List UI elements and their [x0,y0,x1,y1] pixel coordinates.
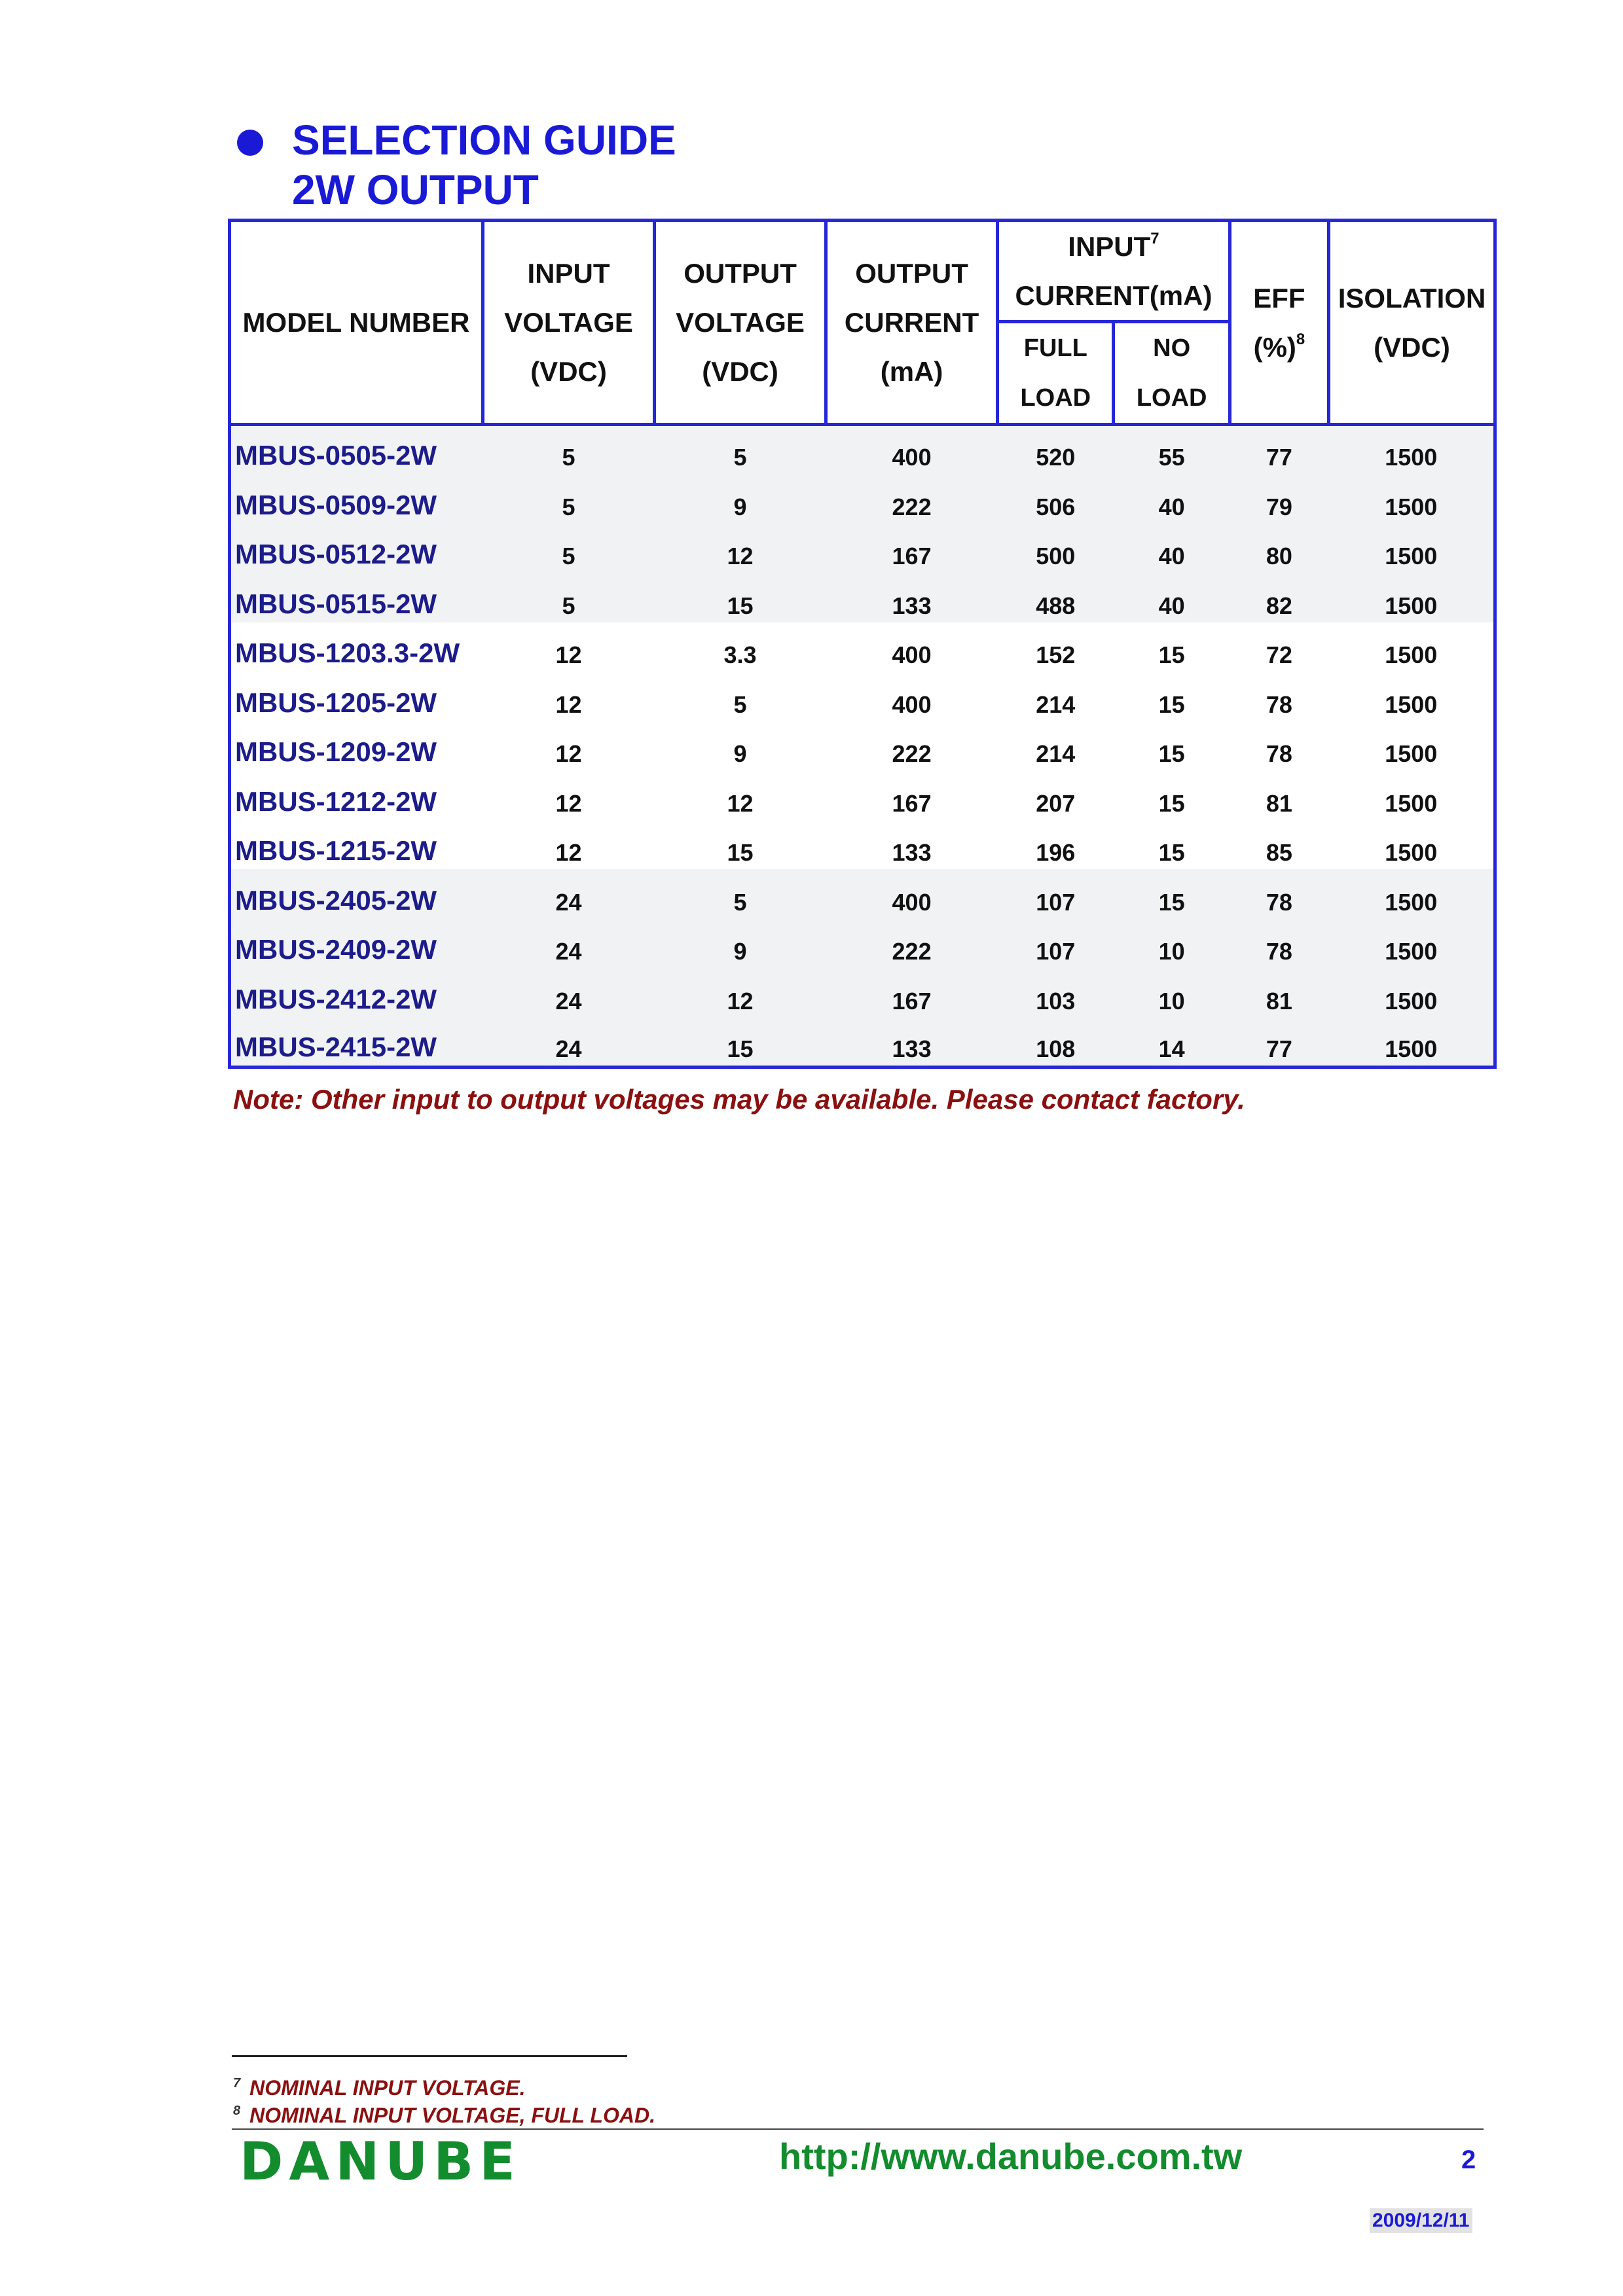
efficiency-cell: 78 [1230,869,1328,919]
table-row [230,869,1495,919]
full-load-cell: 500 [998,524,1114,573]
table-row [230,474,1495,524]
no-load-cell: 40 [1114,524,1230,573]
full-load-cell: 506 [998,474,1114,524]
isolation-cell: 1500 [1385,691,1438,718]
efficiency-cell: 80 [1230,524,1328,573]
output-voltage-cell: 5 [733,691,747,718]
no-load-cell: 10 [1114,968,1230,1018]
no-load-cell: 10 [1114,919,1230,969]
full-load-cell: 214 [1036,740,1076,767]
output-voltage-cell: 12 [655,524,826,573]
footnote-divider [232,2055,627,2057]
isolation-cell: 1500 [1385,641,1438,668]
note-text: Note: Other input to output voltages may be available. Please contact factory. [233,1084,1245,1115]
isolation-cell: 1500 [1329,425,1495,475]
heading-title: SELECTION GUIDE [292,117,676,164]
isolation-cell: 1500 [1329,524,1495,573]
full-load-cell: 152 [1036,641,1076,668]
header-efficiency: EFF (%)$^8$ [1230,221,1328,425]
full-load-cell: 196 [1036,839,1076,866]
footnote-8: $^8$ NOMINAL INPUT VOLTAGE, FULL LOAD. [233,2104,655,2127]
full-load-cell: 103 [998,968,1114,1018]
efficiency-cell: 77 [1230,1018,1328,1067]
header-input-current: INPUT$^7$ CURRENT(mA) [998,221,1230,322]
revision-date: 2009/12/11 [1370,2208,1472,2233]
table-row [230,672,1495,721]
table-row [230,524,1495,573]
output-voltage-cell: 3.3 [723,641,757,668]
model-cell: MBUS-1212-2W [235,785,437,817]
table-row [230,721,1495,771]
efficiency-cell: 81 [1230,968,1328,1018]
efficiency-cell: 81 [1266,789,1292,817]
selection-guide-table [228,219,1497,1069]
header-model-number: MODEL NUMBER [230,221,483,425]
isolation-cell: 1500 [1329,573,1495,622]
page-number: 2 [1461,2145,1476,2174]
brand-logo: DANUBE [240,2131,521,2192]
table-row [230,1018,1495,1067]
no-load-cell: 15 [1158,839,1185,866]
isolation-cell: 1500 [1329,919,1495,969]
model-cell: MBUS-2412-2W [230,968,483,1018]
model-cell: MBUS-1203.3-2W [235,637,460,668]
output-voltage-cell: 15 [655,1018,826,1067]
output-voltage-cell: 12 [655,968,826,1018]
full-load-cell: 214 [1036,691,1076,718]
output-current-cell: 222 [826,474,998,524]
isolation-cell: 1500 [1329,968,1495,1018]
no-load-cell: 15 [1158,740,1185,767]
model-cell: MBUS-1215-2W [235,835,437,866]
input-voltage-cell: 5 [483,474,655,524]
model-cell: MBUS-0515-2W [230,573,483,622]
header-output-voltage: OUTPUT VOLTAGE (VDC) [655,221,826,425]
full-load-cell: 207 [1036,789,1076,817]
input-voltage-cell: 24 [483,919,655,969]
footnote-7: $^7$ NOMINAL INPUT VOLTAGE. [233,2076,526,2100]
full-load-cell: 488 [998,573,1114,622]
website-link[interactable]: http://www.danube.com.tw [779,2136,1243,2177]
header-output-current: OUTPUT CURRENT (mA) [826,221,998,425]
input-voltage-cell: 24 [483,1018,655,1067]
input-voltage-cell: 12 [555,691,582,718]
full-load-cell: 108 [998,1018,1114,1067]
model-cell: MBUS-2415-2W [230,1018,483,1067]
table-row [230,573,1495,622]
model-cell: MBUS-0509-2W [230,474,483,524]
output-current-cell: 400 [826,425,998,475]
header-isolation: ISOLATION (VDC) [1329,221,1495,425]
isolation-cell: 1500 [1385,839,1438,866]
input-voltage-cell: 5 [483,573,655,622]
isolation-cell: 1500 [1329,869,1495,919]
efficiency-cell: 82 [1230,573,1328,622]
output-voltage-cell: 5 [655,869,826,919]
table-row [230,919,1495,969]
output-voltage-cell: 15 [727,839,754,866]
model-cell: MBUS-1209-2W [235,736,437,767]
efficiency-cell: 78 [1230,919,1328,969]
no-load-cell: 15 [1158,641,1185,668]
input-voltage-cell: 12 [555,641,582,668]
header-full-load: FULL LOAD [998,322,1114,425]
efficiency-cell: 78 [1266,740,1292,767]
header-no-load: NO LOAD [1114,322,1230,425]
isolation-cell: 1500 [1385,789,1438,817]
input-voltage-cell: 12 [555,789,582,817]
efficiency-cell: 77 [1230,425,1328,475]
table-row [230,425,1495,475]
no-load-cell: 15 [1158,691,1185,718]
table-row [230,770,1495,820]
input-voltage-cell: 5 [483,425,655,475]
efficiency-cell: 78 [1266,691,1292,718]
isolation-cell: 1500 [1329,1018,1495,1067]
bullet-icon [237,130,263,156]
header-input-voltage: INPUT VOLTAGE (VDC) [483,221,655,425]
efficiency-cell: 72 [1266,641,1292,668]
no-load-cell: 14 [1114,1018,1230,1067]
output-current-cell: 167 [826,968,998,1018]
output-voltage-cell: 9 [733,740,747,767]
no-load-cell: 15 [1158,789,1185,817]
output-current-cell: 222 [826,919,998,969]
input-voltage-cell: 24 [483,869,655,919]
output-current-cell: 222 [892,740,932,767]
no-load-cell: 40 [1114,573,1230,622]
output-current-cell: 133 [892,839,932,866]
table-row [230,820,1495,870]
model-cell: MBUS-0505-2W [230,425,483,475]
no-load-cell: 15 [1114,869,1230,919]
output-voltage-cell: 12 [727,789,754,817]
full-load-cell: 520 [998,425,1114,475]
isolation-cell: 1500 [1385,740,1438,767]
model-cell: MBUS-2409-2W [230,919,483,969]
full-load-cell: 107 [998,919,1114,969]
efficiency-cell: 79 [1230,474,1328,524]
output-current-cell: 133 [826,573,998,622]
output-current-cell: 400 [892,641,932,668]
table-row [230,968,1495,1018]
output-current-cell: 133 [826,1018,998,1067]
full-load-cell: 107 [998,869,1114,919]
model-cell: MBUS-0512-2W [230,524,483,573]
input-voltage-cell: 12 [555,740,582,767]
table-row [230,622,1495,672]
output-voltage-cell: 9 [655,919,826,969]
heading-subtitle: 2W OUTPUT [292,166,539,213]
efficiency-cell: 85 [1266,839,1292,866]
input-voltage-cell: 24 [483,968,655,1018]
model-cell: MBUS-2405-2W [230,869,483,919]
output-voltage-cell: 15 [655,573,826,622]
output-current-cell: 400 [892,691,932,718]
no-load-cell: 40 [1114,474,1230,524]
output-current-cell: 167 [892,789,932,817]
input-voltage-cell: 5 [483,524,655,573]
model-cell: MBUS-1205-2W [235,687,437,718]
output-current-cell: 167 [826,524,998,573]
isolation-cell: 1500 [1329,474,1495,524]
input-voltage-cell: 12 [555,839,582,866]
output-current-cell: 400 [826,869,998,919]
footer-divider [232,2128,1484,2130]
output-voltage-cell: 5 [655,425,826,475]
table-body [230,425,1495,1067]
output-voltage-cell: 9 [655,474,826,524]
no-load-cell: 55 [1114,425,1230,475]
